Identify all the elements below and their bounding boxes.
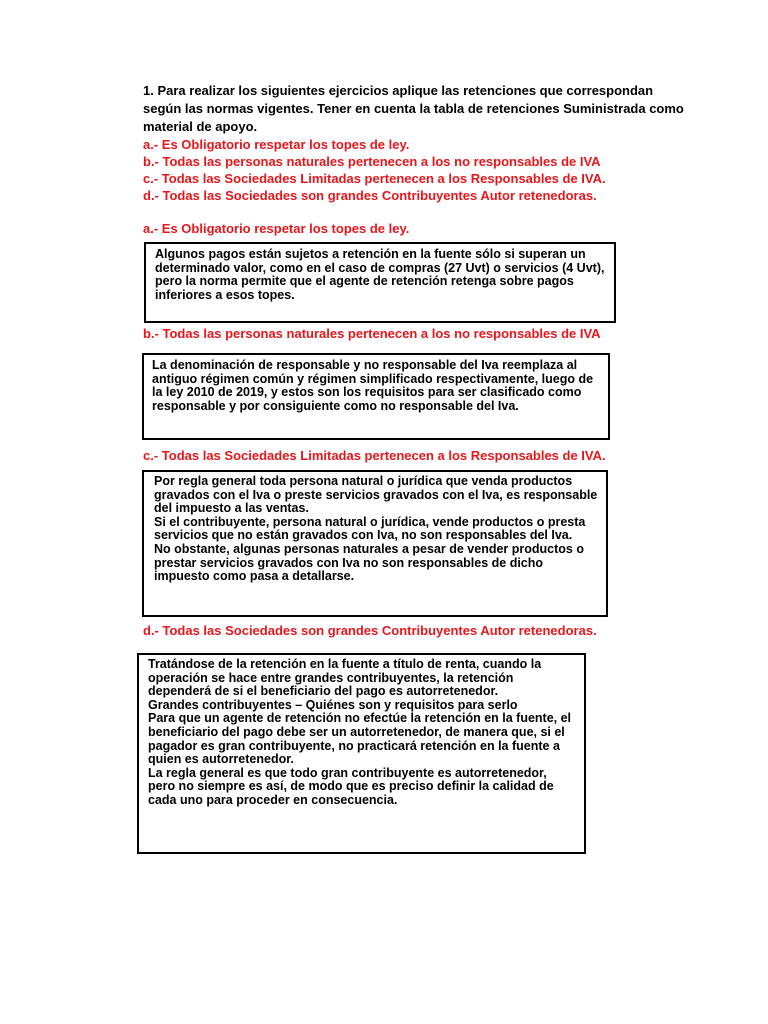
statement-d: d.- Todas las Sociedades son grandes Contribuyentes Autor retenedoras. [143,188,597,203]
statement-list [143,136,703,204]
section-b-answer-box [142,353,610,440]
section-c-answer-text-1: Por regla general toda persona natural o jurídica que venda productos gravados con el Iva o preste servicios gravados con el Iva, es responsable del impuesto a las ventas. [154,474,598,516]
statement-a: a.- Es Obligatorio respetar los topes de ley. [143,137,410,152]
section-a-answer-box [144,242,616,323]
section-d-heading: d.- Todas las Sociedades son grandes Contribuyentes Autor retenedoras. [143,623,597,638]
section-a-heading: a.- Es Obligatorio respetar los topes de ley. [143,221,410,236]
section-d-answer-text-2: Grandes contribuyentes – Quiénes son y requisitos para serlo [148,697,518,712]
section-a-answer-text: Algunos pagos están sujetos a retención en la fuente sólo si superan un determinado valor, como en el caso de compras (27 Uvt) o servicios (4 Uvt), pero la norma permite que el agente de retención retenga sobre pagos inferiores a esos topes. [155,247,605,302]
exercise-instructions: 1. Para realizar los siguientes ejercicios aplique las retenciones que correspondan según las normas vigentes. Tener en cuenta la tabla de retenciones Suministrada como material de apoyo. [143,83,684,134]
statement-c: c.- Todas las Sociedades Limitadas pertenecen a los Responsables de IVA. [143,171,606,186]
statement-b: b.- Todas las personas naturales pertenecen a los no responsables de IVA [143,154,601,169]
section-c-answer-box [142,470,608,617]
section-b-heading: b.- Todas las personas naturales pertenecen a los no responsables de IVA [143,326,601,341]
section-d-answer-text-4: La regla general es que todo gran contribuyente es autorretenedor, pero no siempre es así, de modo que es preciso definir la calidad de cada uno para proceder en consecuencia. [148,765,554,807]
section-b-answer-text: La denominación de responsable y no responsable del Iva reemplaza al antiguo régimen común y régimen simplificado respectivamente, luego de la ley 2010 de 2019, y estos son los requisitos para ser clasificado como responsable y por consiguiente como no responsable del Iva. [152,358,594,413]
section-d-answer-text-3: Para que un agente de retención no efectúe la retención en la fuente, el beneficiario del pago debe ser un autorretenedor, de manera que, si el pagador es gran contribuyente, no practicará retención en la fuente a quien es autorretenedor. [148,711,572,767]
section-c-answer-text-3: No obstante, algunas personas naturales a pesar de vender productos o prestar servicios gravados con Iva no son responsables de dicho impuesto como pasa a detallarse. [154,541,584,584]
section-c-heading: c.- Todas las Sociedades Limitadas pertenecen a los Responsables de IVA. [143,448,606,463]
section-d-answer-text-1: Tratándose de la retención en la fuente a título de renta, cuando la operación se hace entre grandes contribuyentes, la retención dependerá de si el beneficiario del pago es autorretenedor. [148,657,542,699]
section-c-answer-text-2: Si el contribuyente, persona natural o jurídica, vende productos o presta servicios que no están gravados con Iva, no son responsables del Iva. [154,514,586,543]
section-d-answer-box [137,653,586,854]
